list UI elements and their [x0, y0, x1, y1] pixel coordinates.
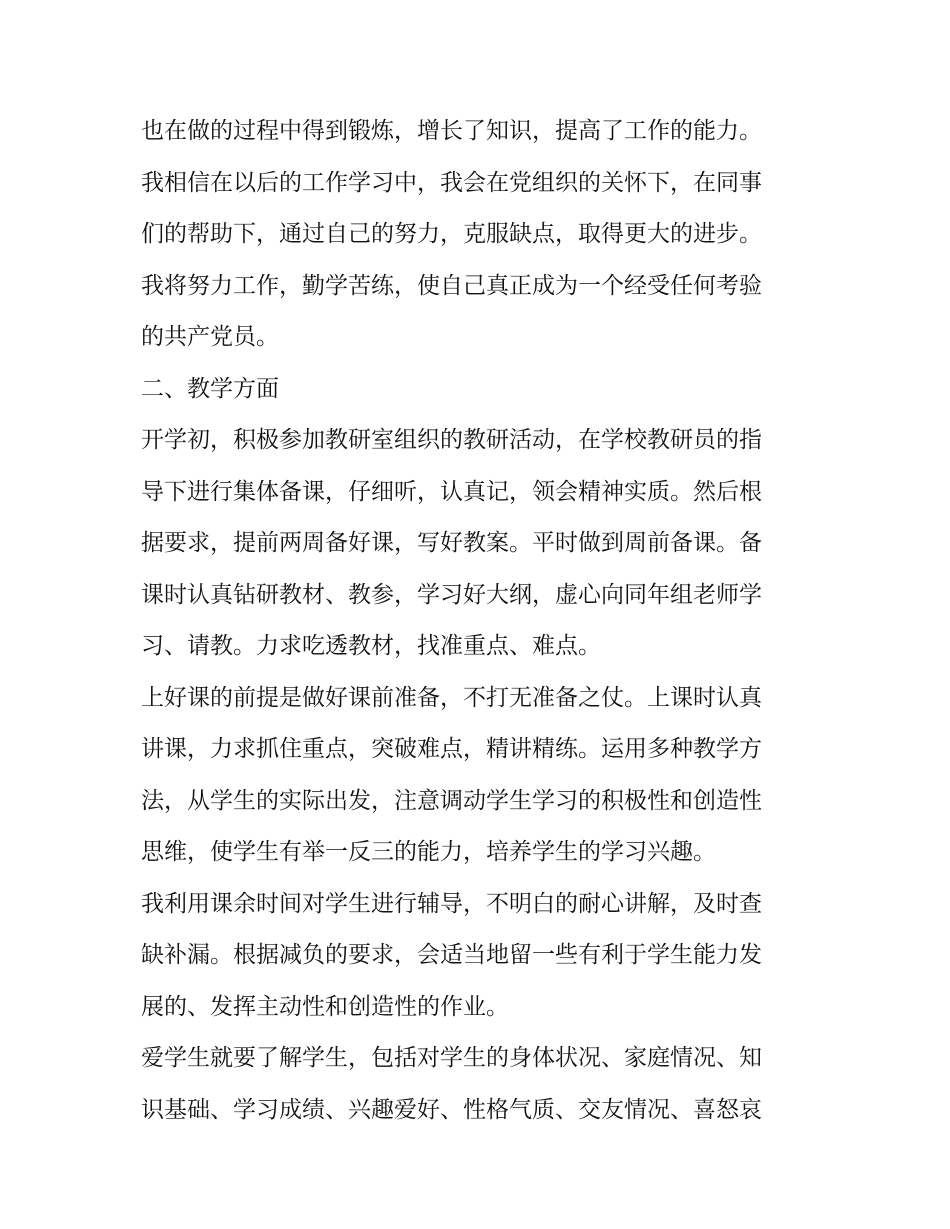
text-line: 开学初，积极参加教研室组织的教研活动，在学校教研员的指 [141, 427, 762, 453]
text-line: 识基础、学习成绩、兴趣爱好、性格气质、交友情况、喜怒哀 [141, 1096, 762, 1123]
text-line: 法，从学生的实际出发，注意调动学生学习的积极性和创造性 [141, 787, 762, 814]
section-heading: 二、教学方面 [141, 375, 279, 402]
text-line: 我利用课余时间对学生进行辅导，不明白的耐心讲解，及时查 [141, 890, 762, 917]
text-line: 思维，使学生有举一反三的能力，培养学生的学习兴趣。 [141, 839, 716, 865]
text-line: 爱学生就要了解学生，包括对学生的身体状况、家庭情况、知 [141, 1045, 762, 1071]
text-line: 上好课的前提是做好课前准备，不打无准备之仗。上课时认真 [141, 684, 762, 711]
text-line: 的共产党员。 [141, 324, 279, 350]
text-line: 讲课，力求抓住重点，突破难点，精讲精练。运用多种教学方 [141, 736, 762, 762]
text-line: 缺补漏。根据减负的要求，会适当地留一些有利于学生能力发 [141, 942, 762, 968]
text-line: 我将努力工作，勤学苦练，使自己真正成为一个经受任何考验 [141, 272, 762, 299]
text-line: 据要求，提前两周备好课，写好教案。平时做到周前备课。备 [141, 530, 762, 556]
text-line: 课时认真钻研教材、教参，学习好大纲，虚心向同年组老师学 [141, 581, 762, 608]
text-line: 我相信在以后的工作学习中，我会在党组织的关怀下，在同事 [141, 169, 762, 196]
text-line: 展的、发挥主动性和创造性的作业。 [141, 993, 509, 1020]
text-line: 导下进行集体备课，仔细听，认真记，领会精神实质。然后根 [141, 478, 762, 505]
text-line: 们的帮助下，通过自己的努力，克服缺点，取得更大的进步。 [141, 221, 762, 247]
text-line: 也在做的过程中得到锻炼，增长了知识，提高了工作的能力。 [141, 118, 762, 144]
text-line: 习、请教。力求吃透教材，找准重点、难点。 [141, 633, 601, 659]
document-body [141, 106, 821, 1136]
